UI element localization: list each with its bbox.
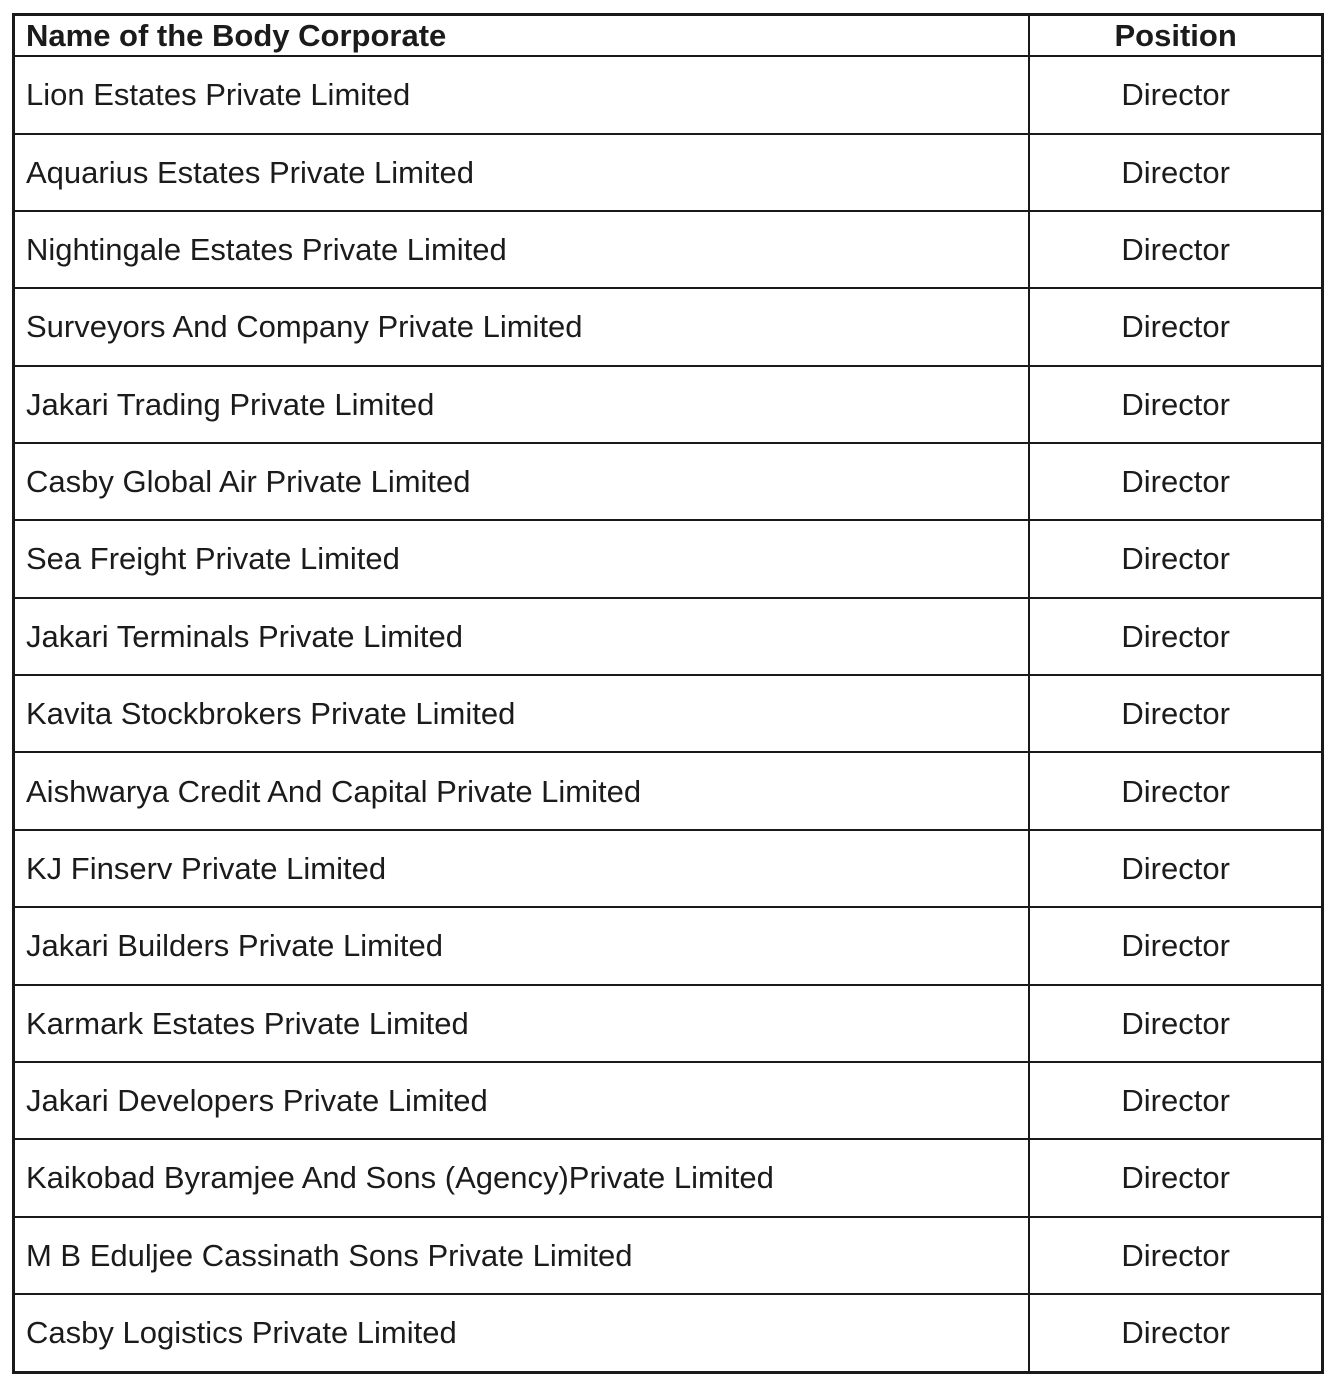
body-corporate-name-cell: Casby Global Air Private Limited xyxy=(14,443,1030,520)
table-row xyxy=(14,752,1323,829)
table-row xyxy=(14,211,1323,288)
table-header-row xyxy=(14,15,1323,57)
position-cell: Director xyxy=(1029,443,1322,520)
table-row xyxy=(14,830,1323,907)
table-row xyxy=(14,1294,1323,1373)
body-corporate-name-cell: Kaikobad Byramjee And Sons (Agency)Private Limited xyxy=(14,1139,1030,1216)
body-corporate-name-cell: Jakari Terminals Private Limited xyxy=(14,598,1030,675)
body-corporate-name-cell: Surveyors And Company Private Limited xyxy=(14,288,1030,365)
position-cell: Director xyxy=(1029,1294,1322,1373)
table-row xyxy=(14,675,1323,752)
table-row xyxy=(14,907,1323,984)
position-cell: Director xyxy=(1029,1217,1322,1294)
position-cell: Director xyxy=(1029,288,1322,365)
table-row xyxy=(14,443,1323,520)
position-cell: Director xyxy=(1029,56,1322,133)
position-cell: Director xyxy=(1029,520,1322,597)
position-cell: Director xyxy=(1029,598,1322,675)
body-corporate-name-cell: Kavita Stockbrokers Private Limited xyxy=(14,675,1030,752)
position-cell: Director xyxy=(1029,907,1322,984)
body-corporate-name-cell: Jakari Builders Private Limited xyxy=(14,907,1030,984)
body-corporate-name-cell: Jakari Developers Private Limited xyxy=(14,1062,1030,1139)
table-row xyxy=(14,288,1323,365)
body-corporate-name-cell: Aishwarya Credit And Capital Private Limited xyxy=(14,752,1030,829)
table-row xyxy=(14,1139,1323,1216)
table-row xyxy=(14,1062,1323,1139)
position-cell: Director xyxy=(1029,1139,1322,1216)
position-cell: Director xyxy=(1029,134,1322,211)
body-corporate-name-cell: M B Eduljee Cassinath Sons Private Limited xyxy=(14,1217,1030,1294)
body-corporate-name-cell: Aquarius Estates Private Limited xyxy=(14,134,1030,211)
body-corporate-name-cell: Jakari Trading Private Limited xyxy=(14,366,1030,443)
table-row xyxy=(14,1217,1323,1294)
position-cell: Director xyxy=(1029,1062,1322,1139)
body-corporate-name-cell: Casby Logistics Private Limited xyxy=(14,1294,1030,1373)
body-corporate-name-cell: KJ Finserv Private Limited xyxy=(14,830,1030,907)
position-cell: Director xyxy=(1029,752,1322,829)
table-row xyxy=(14,134,1323,211)
body-corporate-name-cell: Lion Estates Private Limited xyxy=(14,56,1030,133)
body-corporate-name-cell: Nightingale Estates Private Limited xyxy=(14,211,1030,288)
column-header-name: Name of the Body Corporate xyxy=(14,15,1030,57)
position-cell: Director xyxy=(1029,675,1322,752)
table-row xyxy=(14,598,1323,675)
body-corporate-name-cell: Karmark Estates Private Limited xyxy=(14,985,1030,1062)
position-cell: Director xyxy=(1029,985,1322,1062)
position-cell: Director xyxy=(1029,211,1322,288)
body-corporate-table xyxy=(12,13,1324,1374)
column-header-position: Position xyxy=(1029,15,1322,57)
table-row xyxy=(14,366,1323,443)
position-cell: Director xyxy=(1029,366,1322,443)
table-row xyxy=(14,520,1323,597)
table-row xyxy=(14,985,1323,1062)
table-row xyxy=(14,56,1323,133)
position-cell: Director xyxy=(1029,830,1322,907)
body-corporate-name-cell: Sea Freight Private Limited xyxy=(14,520,1030,597)
